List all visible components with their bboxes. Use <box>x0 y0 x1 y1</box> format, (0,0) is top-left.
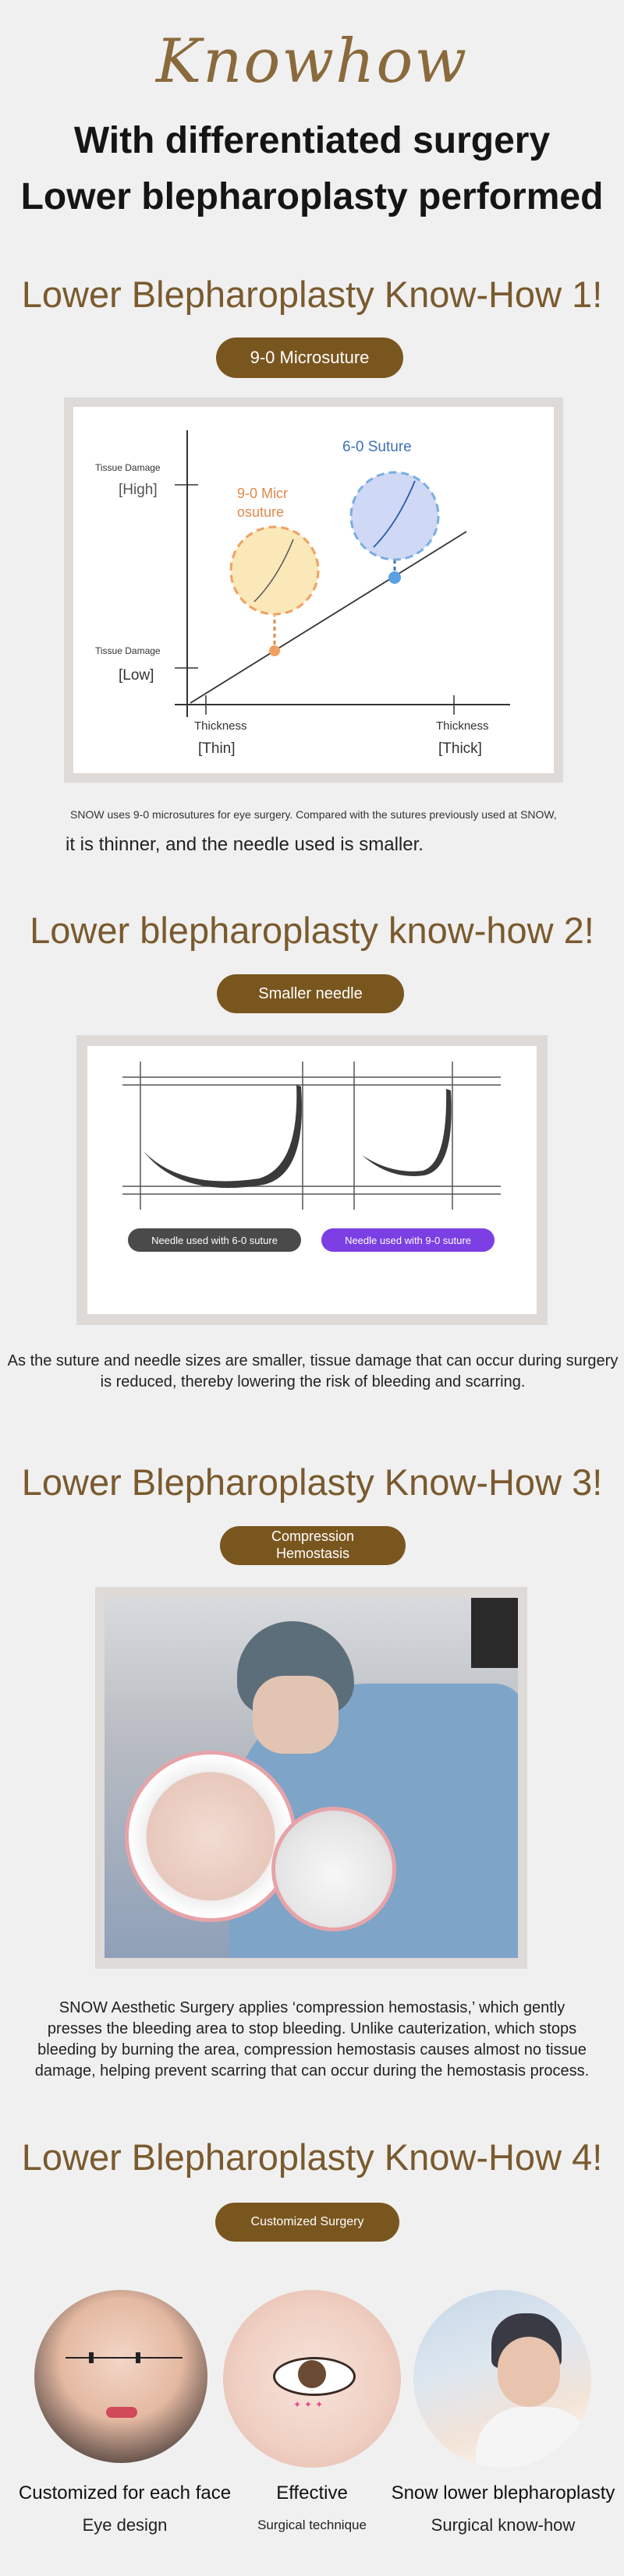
x-right-caption: Thickness <box>436 719 489 733</box>
chart-panel <box>73 407 554 773</box>
needle-comparison <box>87 1046 537 1314</box>
label-9-0-line2: osuture <box>237 504 285 520</box>
tag-9-0-needle: Needle used with 9-0 suture <box>321 1228 495 1252</box>
eye-design-image <box>34 2290 207 2463</box>
chart-frame <box>64 398 563 783</box>
surgery-photo-frame <box>95 1587 527 1969</box>
item1-caption1: Customized for each face <box>18 2482 232 2504</box>
monitor <box>471 1598 518 1668</box>
x-right-value: [Thick] <box>438 740 482 757</box>
surgery-photo <box>105 1598 518 1958</box>
tag-6-0-needle: Needle used with 6-0 suture <box>128 1228 301 1252</box>
knowhow-script-title: Knowhow <box>155 27 469 97</box>
needle-panel <box>87 1046 537 1314</box>
section1-title: Lower Blepharoplasty Know-How 1! <box>21 274 603 315</box>
surgical-knowhow-image <box>413 2290 591 2468</box>
section2-title: Lower blepharoplasty know-how 2! <box>30 910 594 951</box>
needle-9-0 <box>362 1089 452 1176</box>
effective-technique-image: ✦✦✦ <box>223 2290 401 2468</box>
section3-body: SNOW Aesthetic Surgery applies ‘compression hemostasis,’ which gently presses the bleeding area to stop bleeding. Unlike cauterization, which stops bleeding by burning the area, compression hemostasis causes almost no tissue damage, helping prevent scarring that can occur during the hemostasis process. <box>34 1999 590 2080</box>
compression-hemostasis-pill <box>220 1526 406 1565</box>
label-9-0-line1: 9-0 Micr <box>237 486 289 501</box>
gauze-zoom-circle <box>271 1807 396 1931</box>
bubble-9-0 <box>231 527 318 614</box>
section1-body: it is thinner, and the needle used is smaller. <box>66 834 424 855</box>
y-bottom-caption: Tissue Damage <box>95 645 161 656</box>
main-title-line2: Lower blepharoplasty performed <box>20 176 604 217</box>
section2-body: As the suture and needle sizes are smaller, tissue damage that can occur during surgery is reduced, thereby lowering the risk of bleeding and scarring. <box>7 1352 619 1390</box>
pill-line1: Compression <box>271 1528 355 1545</box>
customized-surgery-pill: Customized Surgery <box>215 2203 399 2242</box>
pill-line2: Hemostasis <box>275 1546 350 1561</box>
item2-caption2: Surgical technique <box>257 2518 367 2532</box>
x-left-value: [Thin] <box>198 740 236 757</box>
y-top-caption: Tissue Damage <box>95 462 161 473</box>
y-bottom-value: [Low] <box>119 667 154 684</box>
item2-caption1: Effective <box>276 2482 348 2504</box>
needle-frame <box>76 1035 548 1325</box>
bubble-6-0 <box>351 472 438 560</box>
section3-title: Lower Blepharoplasty Know-How 3! <box>21 1461 603 1503</box>
surgeon-face <box>253 1676 339 1754</box>
x-left-caption: Thickness <box>194 719 247 733</box>
hands-zoom-circle <box>125 1751 296 1922</box>
smaller-needle-pill: Smaller needle <box>217 974 404 1013</box>
item1-caption2: Eye design <box>82 2515 168 2535</box>
needle-6-0 <box>144 1085 302 1188</box>
item3-caption1: Snow lower blepharoplasty <box>391 2482 615 2504</box>
microsuture-pill: 9-0 Microsuture <box>216 337 403 378</box>
label-6-0: 6-0 Suture <box>342 439 412 455</box>
point-6-0 <box>388 571 401 584</box>
point-9-0 <box>269 645 280 656</box>
item3-caption2: Surgical know-how <box>431 2515 576 2535</box>
y-top-value: [High] <box>119 482 158 498</box>
section4-title: Lower Blepharoplasty Know-How 4! <box>21 2136 603 2178</box>
main-title-line1: With differentiated surgery <box>73 120 551 161</box>
tissue-damage-chart <box>73 407 554 773</box>
section1-note: SNOW uses 9-0 microsutures for eye surgery. Compared with the sutures previously used at SNOW, <box>70 808 557 821</box>
